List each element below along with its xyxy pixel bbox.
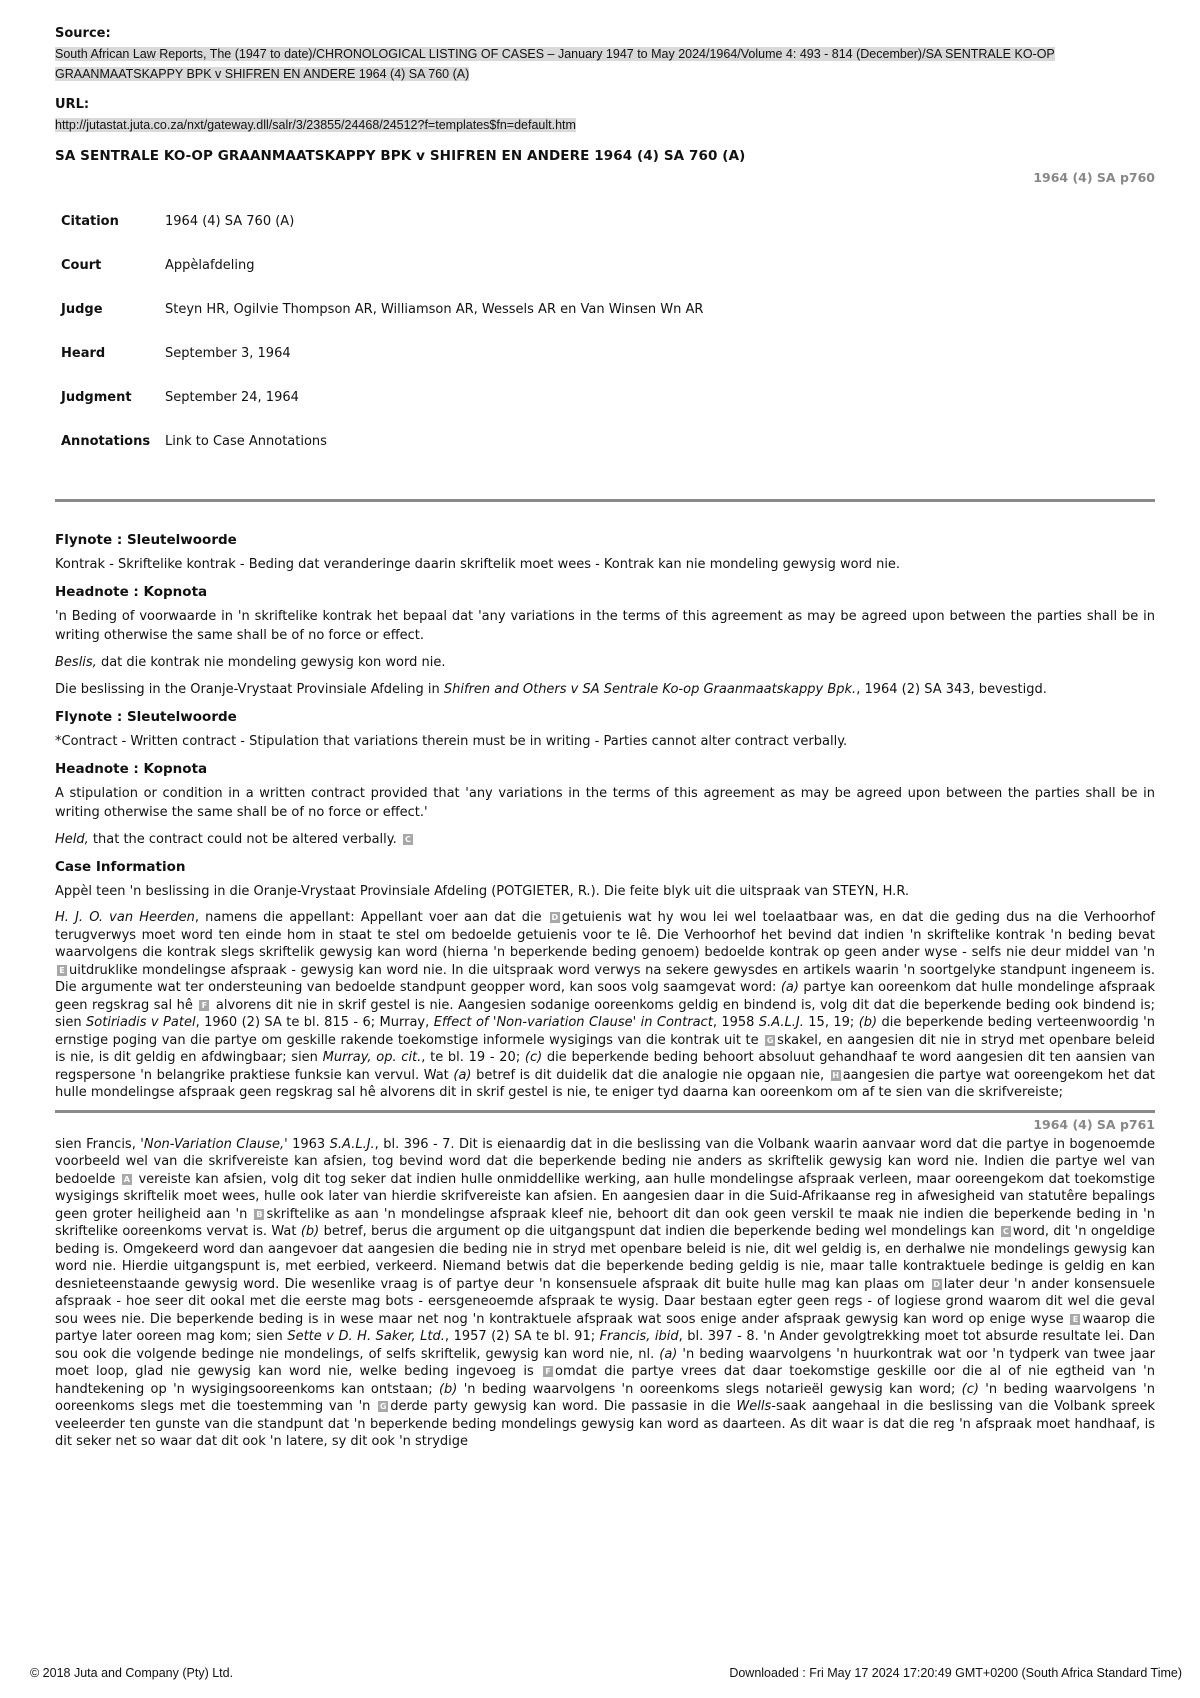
body-text: alvorens dit nie in skrif gestel is nie. Aangesien sodanige ooreenkoms geldig en bindend is, volg dit dat die beperkende beding ook bindend is; sien: [55, 997, 1156, 1030]
url-label: URL:: [55, 97, 90, 112]
body-text: skriftelike as aan 'n mondelingse afspraak kleef nie, behoort dit dan ook geen verskil te maak nie indien die beperkende beding in 'n skriftelike ooreenkoms vervat is. Wat: [55, 1206, 1155, 1239]
body-text: derde party gewysig kan word. Die passasie in die: [390, 1399, 737, 1414]
case-title: SA SENTRALE KO-OP GRAANMAATSKAPPY BPK v SHIFREN EN ANDERE 1964 (4) SA 760 (A): [55, 148, 746, 164]
margin-marker-e: E: [57, 965, 67, 976]
body-text: , bl. 397 - 8. 'n Ander gevolgtrekking moet tot absurde resultate lei. Dan sou ook die volgende bedinge nie mondelings, of selfs skriftelik, gewysig kan word nie, nl.: [55, 1329, 1155, 1362]
meta-value: 1964 (4) SA 760 (A): [165, 213, 295, 229]
source-text[interactable]: South African Law Reports, The (1947 to date)/CHRONOLOGICAL LISTING OF CASES – January 1947 to May 2024/1964/Volume 4: 493 - 814 (December)/SA SENTRALE KO-OP GRAANMAATSKAPPY BPK v SHIFREN EN ANDERE 1964 (4) SA 760 (A): [55, 47, 1055, 81]
body-text: aangesien die partye wat ooreengekom het dat hulle mondelingse afspraak geen regskrag sal hê alvorens dit in skrif gestel is nie, te eniger tyd daarna kan ooreenkom om af te sien van die skrifvereiste;: [55, 1067, 1156, 1100]
body-text: , 1960 (2) SA te bl. 815 - 6; Murray,: [195, 1015, 434, 1030]
body-text: 15, 19;: [803, 1015, 859, 1030]
body-text: uitdruklike mondelingse afspraak - gewysig kan word nie. In die uitspraak word verwys na sekere gewysdes en artikels waarin 'n soortgelyke standpunt ingeneem is. Die argumente wat ter ondersteuning van bedoelde standpunt geopper word, kan soos volg saamgevat word:: [55, 962, 1155, 995]
body-text: , namens die appellant: Appellant voer aan dat die: [194, 910, 548, 925]
margin-marker-g: G: [379, 1402, 387, 1411]
page-divider: [55, 1110, 1155, 1113]
body-text: betref, berus die argument op die uitgangspunt dat indien die beperkende beding wel mondelings kan: [319, 1224, 999, 1239]
emphasis-text: S.A.L.J.: [758, 1015, 804, 1030]
body-text: , bl. 396 - 7. Dit is eienaardig dat in die beslissing van die Volbank waarin aanvaar word dat die partye in bogenoemde voorbeeld wel van die skrifvereiste kan afsien, tog bevind word dat die beperkende beding nie anders as skriftelik gewysig kan word nie. Indien die partye wel van bedoelde: [55, 1136, 1155, 1187]
emphasis-text: Sotiriadis v Patel: [86, 1015, 196, 1030]
body-text: 'n beding waarvolgens 'n ooreenkoms slegs notarieël gewysig kan word;: [457, 1381, 962, 1397]
section-divider: [55, 499, 1155, 502]
emphasis-text: (b): [858, 1015, 878, 1030]
body-text: getuienis wat hy wou lei wel toelaatbaar was, en dat die geding dus na die Verhoorhof terugverwys moet word ten einde hom in staat te stel om bedoelde getuienis voor te lê. Die Verhoorhof het bevind dat indien 'n skriftelike kontrak 'n beding bevat waarvolgens die kontrak slegs skriftelik gewysig kan word (hierna 'n beperkende beding genoem) bedoelde kontrak op geen ander wyse - selfs nie deur middel van 'n: [55, 910, 1156, 960]
emphasis-text: Francis, ibid: [599, 1329, 679, 1344]
copyright-text: © 2018 Juta and Company (Pty) Ltd.: [30, 1666, 234, 1680]
body-text: , 1958: [712, 1015, 759, 1030]
headnote-heading: Headnote : Kopnota: [55, 584, 208, 600]
meta-row-heard: [61, 331, 703, 375]
margin-marker-g: G: [766, 1035, 774, 1045]
emphasis-text: Wells: [736, 1399, 772, 1414]
meta-row-judge: [61, 287, 703, 331]
emphasis-text: (b): [438, 1381, 458, 1397]
flynote-heading-en: Flynote : Sleutelwoorde: [55, 709, 237, 725]
case-information-heading: Case Information: [55, 859, 186, 875]
body-text: , 1957 (2) SA te bl. 91;: [444, 1329, 600, 1344]
held-label: Beslis,: [55, 655, 97, 670]
body-text: skakel, en aangesien dit nie in stryd met openbare beleid is nie, is dit geldig en afdwingbaar; sien: [55, 1032, 1155, 1065]
held-label-en: Held,: [55, 832, 89, 847]
meta-key: Judge: [61, 301, 103, 317]
body-text: die beperkende beding behoort absoluut gehandhaaf te word aangesien dit ten aansien van regspersone 'n belangrike praktiese funksie kan vervul. Wat: [55, 1050, 1155, 1083]
margin-marker-d: D: [933, 1279, 941, 1289]
meta-value: September 24, 1964: [165, 389, 299, 405]
body-text: word, dit 'n ongeldige beding is. Omgekeerd word dan aangevoer dat aangesien die beding nie in stryd met openbare beleid is nie, dit wel geldig is, en derhalwe nie mondelings gewysig kan word nie. Hierdie uitgangspunt is, met eerbied, verkeerd. Niemand betwis dat die beperkende beding geldig is nie, maar talle kontraktuele bedinge is geldig en kan desnieteenstaande gewysig word. Die wesenlike vraag is of partye deur 'n konsensuele afspraak dit buite hulle mag kan plaas om: [55, 1224, 1155, 1292]
emphasis-text: (c): [524, 1050, 543, 1065]
body-text: sien Francis, ': [55, 1136, 144, 1152]
case-metadata-table: [61, 199, 703, 463]
meta-row-judgment: [61, 375, 703, 419]
body-text: , te bl. 19 - 20;: [421, 1050, 525, 1065]
held-text: dat die kontrak nie mondeling gewysig kon word nie.: [96, 655, 446, 670]
body-text: waarop die partye later ooreen mag kom; sien: [55, 1311, 1156, 1344]
body-text: ' 1963: [284, 1136, 330, 1152]
margin-marker-a: A: [123, 1174, 130, 1184]
meta-value: Steyn HR, Ogilvie Thompson AR, Williamson AR, Wessels AR en Van Winsen Wn AR: [165, 301, 704, 317]
document-page: [55, 26, 1155, 1451]
flynote-text-en: *Contract - Written contract - Stipulation that variations therein must be in writing - Parties cannot alter contract verbally.: [55, 734, 848, 749]
confirmed-paragraph: [55, 680, 1155, 699]
argument-paragraph-p760: [55, 909, 1155, 1102]
body-text: die beperkende beding verteenwoordig 'n ernstige poging van die partye om geskille rakende toekomstige informele wysigings van die kontrak uit te: [55, 1015, 1155, 1048]
body-text: 'n beding waarvolgens 'n huurkontrak wat oor 'n tydperk van twee jaar moet loop, glad nie gewysig kan word nie, welke beding ingevoeg is: [55, 1346, 1155, 1379]
meta-key: Citation: [61, 213, 119, 229]
emphasis-text: (c): [961, 1381, 979, 1397]
meta-key: Heard: [61, 345, 106, 361]
margin-marker-c: C: [1001, 1226, 1011, 1237]
margin-marker-f: F: [199, 1000, 209, 1011]
emphasis-text: H. J. O. van Heerden: [55, 910, 195, 925]
emphasis-text: (a): [659, 1346, 678, 1362]
emphasis-text: Sette v D. H. Saker, Ltd.: [287, 1329, 445, 1344]
emphasis-text: Murray, op. cit.: [322, 1050, 422, 1065]
headnote-heading-en: Headnote : Kopnota: [55, 761, 208, 777]
meta-key: Court: [61, 257, 102, 273]
case-information-text: Appèl teen 'n beslissing in die Oranje-Vrystaat Provinsiale Afdeling (POTGIETER, R.). Die feite blyk uit die uitspraak van STEYN, H.R.: [55, 884, 910, 899]
body-text: 'n beding waarvolgens 'n ooreenkoms slegs met die toestemming van 'n: [55, 1381, 1155, 1414]
margin-marker-b: B: [256, 1209, 263, 1219]
emphasis-text: (a): [780, 980, 799, 995]
annotations-link[interactable]: Link to Case Annotations: [165, 433, 327, 449]
emphasis-text: S.A.L.J.: [329, 1136, 375, 1152]
meta-key: Annotations: [61, 433, 151, 449]
held-text-en: that the contract could not be altered verbally.: [88, 832, 397, 847]
meta-row-court: [61, 243, 703, 287]
emphasis-text: (b): [300, 1224, 320, 1239]
page-reference: 1964 (4) SA p761: [1033, 1116, 1155, 1132]
body-text: -saak aangehaal in die beslissing van die Volbank spreek veeleerder ten gunste van die standpunt dat 'n beperkende beding mondelings gewysig kan word as daarteen. As dit waar is dat die reg 'n afspraak moet handhaaf, is dit seker net so waar dat dit ook 'n latere, sy dit ook 'n strydige: [55, 1399, 1155, 1449]
meta-value: Appèlafdeling: [165, 257, 255, 273]
case-citation: Shifren and Others v SA Sentrale Ko-op Graanmaatskappy Bpk.: [443, 682, 857, 697]
page-footer: [30, 1666, 1182, 1680]
body-text: omdat die partye vrees dat daar toekomstige geskille oor die al of nie egtheid van 'n handtekening op 'n wysigingsooreenkoms kan ontstaan;: [55, 1364, 1155, 1397]
emphasis-text: Non-Variation Clause,: [143, 1136, 285, 1152]
headnote-text-en: A stipulation or condition in a written contract provided that 'any variations in the terms of this agreement as may be agreed upon between the parties shall be in writing otherwise the same shall be of no force or effect.': [55, 786, 1155, 820]
headnote-text: 'n Beding of voorwaarde in 'n skriftelike kontrak het bepaal dat 'any variations in the terms of this agreement as may be agreed upon between the parties shall be in writing otherwise the same shall be of no force or effect.: [55, 609, 1155, 643]
url-block: [55, 97, 1155, 134]
argument-paragraph-p761: [55, 1136, 1155, 1451]
held-paragraph-en: [55, 830, 1155, 849]
emphasis-text: (a): [453, 1067, 472, 1083]
margin-marker-d: D: [551, 913, 559, 922]
confirmed-text-end: , 1964 (2) SA 343, bevestigd.: [856, 682, 1047, 697]
body-text: betref is dit duidelik dat die analogie nie opgaan nie,: [471, 1067, 829, 1083]
held-paragraph: [55, 653, 1155, 672]
flynote-heading: Flynote : Sleutelwoorde: [55, 532, 237, 548]
url-link[interactable]: http://jutastat.juta.co.za/nxt/gateway.dll/salr/3/23855/24468/24512?f=templates$fn=default.htm: [55, 118, 576, 132]
margin-marker-e: E: [1070, 1314, 1080, 1325]
flynote-text: Kontrak - Skriftelike kontrak - Beding dat veranderinge daarin skriftelik moet wees - Kontrak kan nie mondeling gewysig word nie.: [55, 557, 901, 572]
confirmed-text: Die beslissing in the Oranje-Vrystaat Provinsiale Afdeling in: [55, 682, 444, 697]
meta-value: September 3, 1964: [165, 345, 291, 361]
body-text: later deur 'n ander konsensuele afspraak - hoe seer dit ookal met die eerste mag bots - eersgeneoemde afspraak te wysig. Daar bestaan egter geen regs - of logiese grond waarom dit wel die geval sou wees nie. Die beperkende beding is in wese maar net nog 'n kontraktuele afspraak wat soos enige ander afspraak gewysig kan word op enige wyse: [55, 1276, 1155, 1327]
body-text: vereiste kan afsien, volg dit tog seker dat indien hulle onmiddellike werking, aan hulle mondelingse afspraak verleen, maar ooreengekom dat toekomstige wysigings skriftelik moet wees, hulle ook later van hierdie skrifvereiste kan afsien. En aangesien daar in die Suid-Afrikaanse reg in afwesigheid van statutêre bepalings geen groter heiligheid aan 'n: [55, 1171, 1156, 1222]
source-label: Source:: [55, 26, 111, 41]
source-block: [55, 26, 1155, 83]
body-text: partye kan ooreenkom dat hulle mondelinge afspraak geen regskrag sal hê: [55, 980, 1155, 1013]
margin-marker-c: C: [403, 834, 413, 845]
meta-key: Judgment: [61, 389, 132, 405]
download-timestamp: Downloaded : Fri May 17 2024 17:20:49 GMT+0200 (South Africa Standard Time): [729, 1666, 1182, 1680]
page-reference: 1964 (4) SA p760: [1033, 170, 1155, 185]
margin-marker-f: F: [543, 1366, 553, 1377]
meta-row-annotations: [61, 419, 703, 463]
margin-marker-h: H: [832, 1070, 840, 1080]
emphasis-text: Effect of 'Non-variation Clause' in Contract: [433, 1015, 713, 1030]
meta-row-citation: [61, 199, 703, 243]
